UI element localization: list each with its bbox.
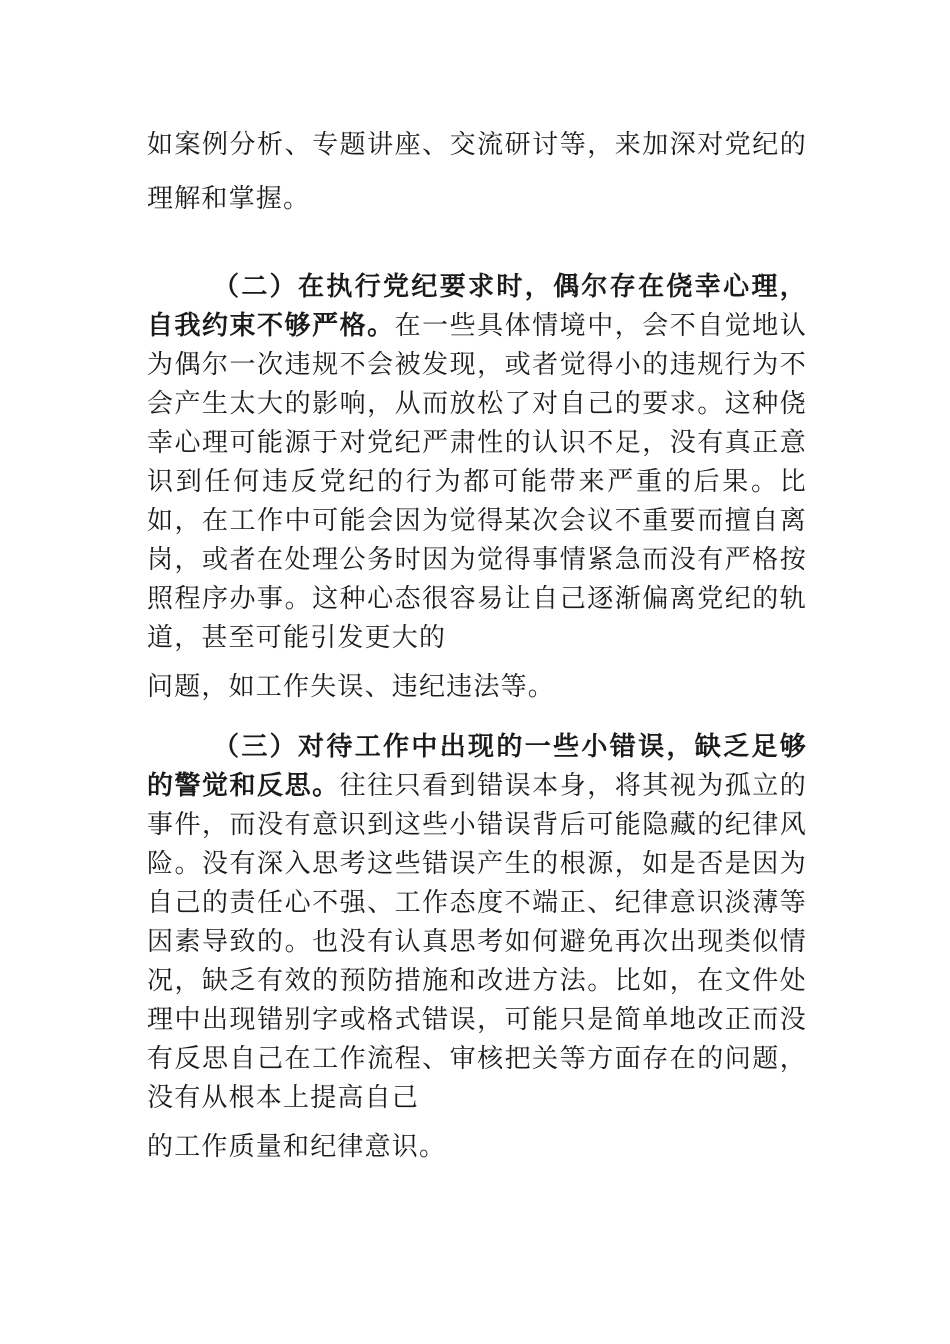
paragraph-body: 往往只看到错误本身，将其视为孤立的事件，而没有意识到这些小错误背后可能隐藏的纪律风险。没有深入思考这些错误产生的根源，如是否是因为自己的责任心不强、工作态度不端正、纪律意识淡薄等因素导致的。也没有认真思考如何避免再次出现类似情况，缺乏有效的预防措施和改进方法。比如，在文件处理中出现错别字或格式错误，可能只是简单地改正而没有反思自己在工作流程、审核把关等方面存在的问题，没有从根本上提高自己 — [147, 771, 807, 1113]
section-heading: （三）对待工作中出现的一些小错误，缺乏足够的警觉和反思。 — [147, 732, 807, 801]
paragraph-tail: 的工作质量和纪律意识。 — [147, 1132, 447, 1162]
paragraph-section-3 — [147, 728, 807, 1167]
paragraph-body: 在一些具体情境中，会不自觉地认为偶尔一次违规不会被发现，或者觉得小的违规行为不会产生太大的影响，从而放松了对自己的要求。这种侥幸心理可能源于对党纪严肃性的认识不足，没有真正意识到任何违反党纪的行为都可能带来严重的后果。比如，在工作中可能会因为觉得某次会议不重要而擅自离岗，或者在处理公务时因为觉得事情紧急而没有严格按照程序办事。这种心态很容易让自己逐渐偏离党纪的轨道，甚至可能引发更大的 — [147, 311, 807, 653]
section-heading: （二）在执行党纪要求时，偶尔存在侥幸心理，自我约束不够严格。 — [147, 272, 807, 341]
paragraph-text: 如案例分析、专题讲座、交流研讨等，来加深对党纪的理解和掌握。 — [147, 130, 807, 214]
paragraph-tail: 问题，如工作失误、违纪违法等。 — [147, 672, 556, 702]
paragraph-continuation — [147, 118, 807, 226]
paragraph-section-2 — [147, 268, 807, 707]
